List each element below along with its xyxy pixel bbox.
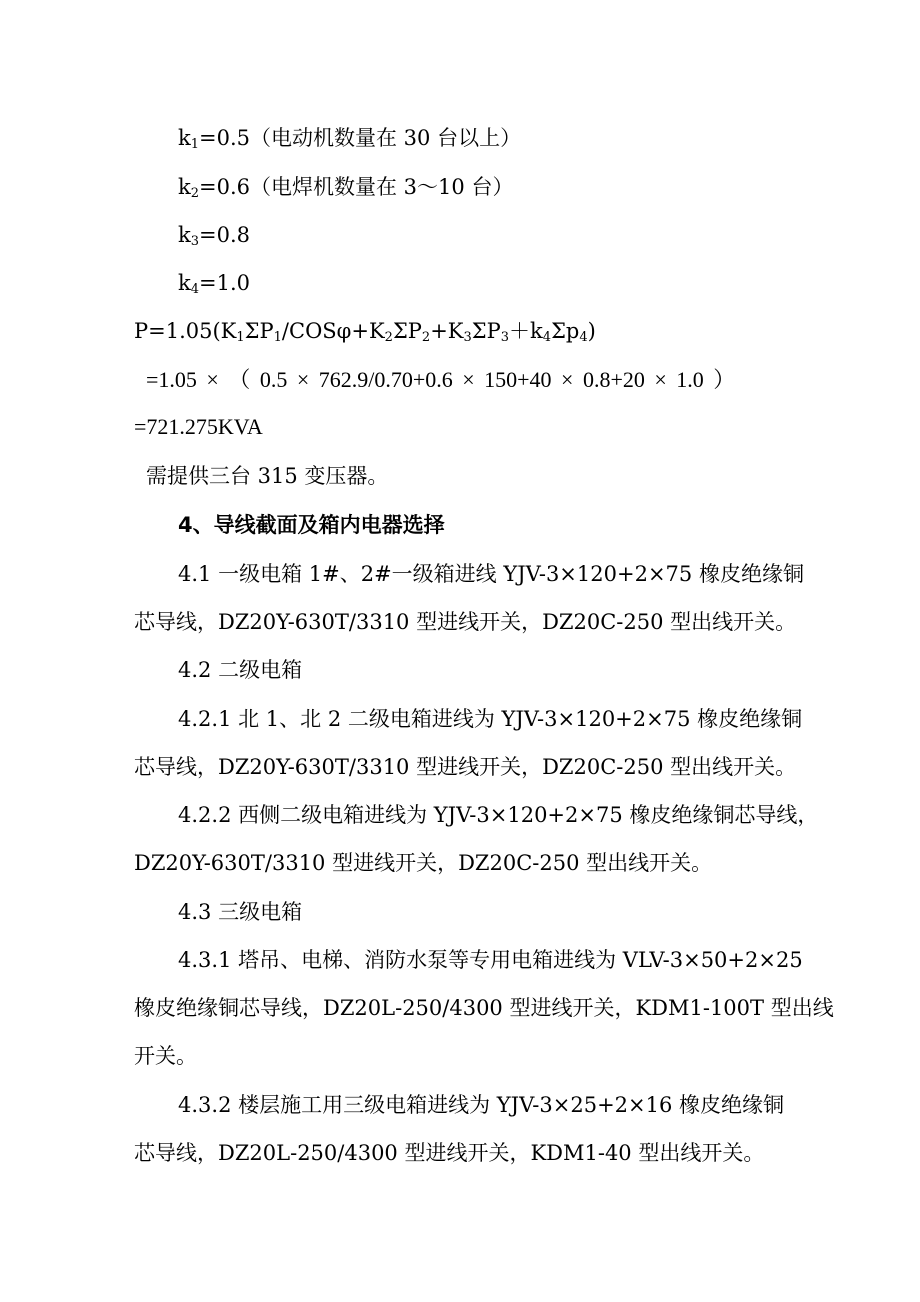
k1-value: =0.5（电动机数量在 30 台以上） <box>199 126 522 150</box>
k3-var: k <box>178 223 191 247</box>
paragraph-4-1-line2: 芯导线，DZ20Y-630T/3310 型进线开关，DZ20C-250 型出线开关。 <box>134 610 797 634</box>
formula-sub: 2 <box>384 330 393 345</box>
k2-value: =0.6（电焊机数量在 3～10 台） <box>199 175 514 199</box>
k1-sub: 1 <box>190 137 200 152</box>
k3-value: =0.8 <box>199 223 251 247</box>
formula-sub: 1 <box>273 330 282 345</box>
formula-part: ΣP <box>244 319 274 343</box>
paragraph-4-3-2-line1: 4.3.2 楼层施工用三级电箱进线为 YJV-3×25+2×16 橡皮绝缘铜 <box>178 1093 785 1117</box>
coefficient-k3 <box>178 221 250 249</box>
formula-sub: 3 <box>463 330 472 345</box>
paragraph-4-1-line1: 4.1 一级电箱 1#、2#一级箱进线 YJV-3×120+2×75 橡皮绝缘铜 <box>178 562 804 586</box>
k2-var: k <box>178 175 191 199</box>
k4-value: =1.0 <box>199 271 251 295</box>
paragraph-4-2-1-line2: 芯导线，DZ20Y-630T/3310 型进线开关，DZ20C-250 型出线开关。 <box>134 755 797 779</box>
formula-substitution: =1.05 × （ 0.5 × 762.9/0.70+0.6 × 150+40 × 0.8+20 × 1.0 ） <box>146 367 736 392</box>
k4-sub: 4 <box>190 282 200 297</box>
formula-part: Σp <box>551 319 580 343</box>
formula-part: /COSφ+K <box>281 319 385 343</box>
section-heading: 4、导线截面及箱内电器选择 <box>178 513 445 537</box>
formula-sub: 4 <box>579 330 588 345</box>
paragraph-4-3-1-line3: 开关。 <box>134 1044 197 1068</box>
formula-part: ΣP <box>471 319 501 343</box>
paragraph-4-3-1-line2: 橡皮绝缘铜芯导线，DZ20L-250/4300 型进线开关，KDM1-100T 型出线 <box>134 996 834 1020</box>
formula-part: +K <box>430 319 464 343</box>
coefficient-k1 <box>178 124 521 152</box>
power-formula <box>134 317 596 345</box>
formula-part: ΣP <box>392 319 422 343</box>
formula-part: P=1.05(K <box>134 319 237 343</box>
formula-sub: 2 <box>421 330 431 345</box>
formula-part: ) <box>587 319 596 343</box>
coefficient-k4 <box>178 269 250 297</box>
formula-sub: 1 <box>236 330 245 345</box>
paragraph-4-3-2-line2: 芯导线，DZ20L-250/4300 型进线开关，KDM1-40 型出线开关。 <box>134 1141 765 1165</box>
k1-var: k <box>178 126 191 150</box>
formula-part: ＋k <box>509 319 543 343</box>
k3-sub: 3 <box>190 234 200 249</box>
conclusion-text: 需提供三台 315 变压器。 <box>146 464 389 488</box>
coefficient-k2 <box>178 173 513 201</box>
paragraph-4-2-1-line1: 4.2.1 北 1、北 2 二级电箱进线为 YJV-3×120+2×75 橡皮绝缘铜 <box>178 707 803 731</box>
paragraph-4-2-2-line1: 4.2.2 西侧二级电箱进线为 YJV-3×120+2×75 橡皮绝缘铜芯导线， <box>178 803 819 827</box>
k2-sub: 2 <box>190 186 200 201</box>
formula-sub: 4 <box>542 330 552 345</box>
paragraph-4-2-2-line2: DZ20Y-630T/3310 型进线开关，DZ20C-250 型出线开关。 <box>134 851 713 875</box>
formula-result: =721.275KVA <box>134 414 263 439</box>
paragraph-4-2: 4.2 二级电箱 <box>178 658 303 682</box>
k4-var: k <box>178 271 191 295</box>
formula-sub: 3 <box>500 330 510 345</box>
paragraph-4-3-1-line1: 4.3.1 塔吊、电梯、消防水泵等专用电箱进线为 VLV-3×50+2×25 <box>178 948 803 972</box>
paragraph-4-3: 4.3 三级电箱 <box>178 900 303 924</box>
